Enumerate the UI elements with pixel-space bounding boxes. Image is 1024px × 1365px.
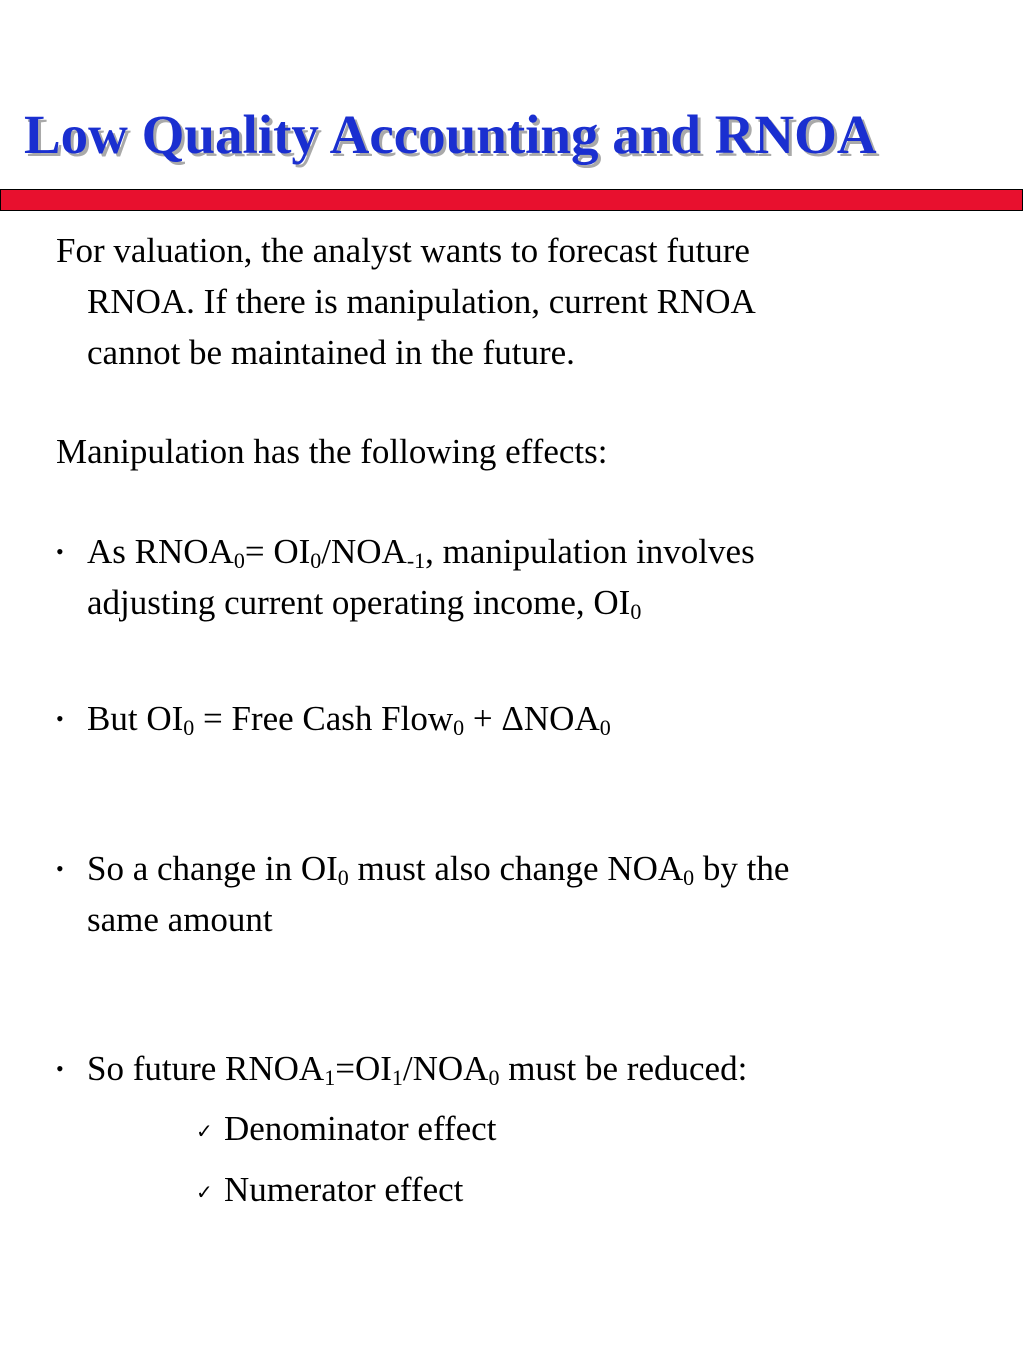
bullet-2-line-1: But $OI_0$ = Free Cash Flow$_0$ + $\Delta NOA_0$ xyxy=(87,699,611,740)
intro-line-1: For valuation, the analyst wants to forecast future xyxy=(56,231,750,270)
intro-line-2: RNOA. If there is manipulation, current RNOA xyxy=(87,282,756,321)
intro-paragraph xyxy=(56,225,936,378)
check-item-label: Numerator effect xyxy=(224,1170,464,1209)
check-item-denominator xyxy=(196,1103,496,1158)
bullet-marker: • xyxy=(56,706,64,731)
check-item-label: Denominator effect xyxy=(224,1109,497,1148)
bullet-1-line-1: As $RNOA_0= OI_0/NOA_{-1}$, manipulation involves xyxy=(87,532,755,573)
bullet-rnoa-definition xyxy=(56,526,956,628)
check-item-numerator xyxy=(196,1164,463,1219)
bullet-noa-change xyxy=(56,843,956,945)
title-divider xyxy=(0,189,1023,211)
bullet-marker: • xyxy=(56,1056,64,1081)
bullet-marker: • xyxy=(56,539,64,564)
intro-line-3: cannot be maintained in the future. xyxy=(87,333,575,372)
bullet-3-line-2: same amount xyxy=(87,900,273,939)
check-icon: ✓ xyxy=(196,1121,213,1143)
bullet-4-line-1: So future $RNOA_1=OI_1/NOA_0$ must be reduced: xyxy=(87,1049,748,1090)
bullet-oi-equation xyxy=(56,693,956,744)
slide-title: Low Quality Accounting and RNOA xyxy=(24,104,877,165)
bullet-3-line-1: So a change in $OI_0$ must also change $NOA_0$ by the xyxy=(87,849,790,890)
bullet-future-rnoa xyxy=(56,1043,956,1094)
bullet-marker: • xyxy=(56,856,64,881)
bullet-1-line-2: adjusting current operating income, $OI_0$ xyxy=(87,583,642,624)
effects-heading: Manipulation has the following effects: xyxy=(56,432,608,471)
check-icon: ✓ xyxy=(196,1182,213,1204)
